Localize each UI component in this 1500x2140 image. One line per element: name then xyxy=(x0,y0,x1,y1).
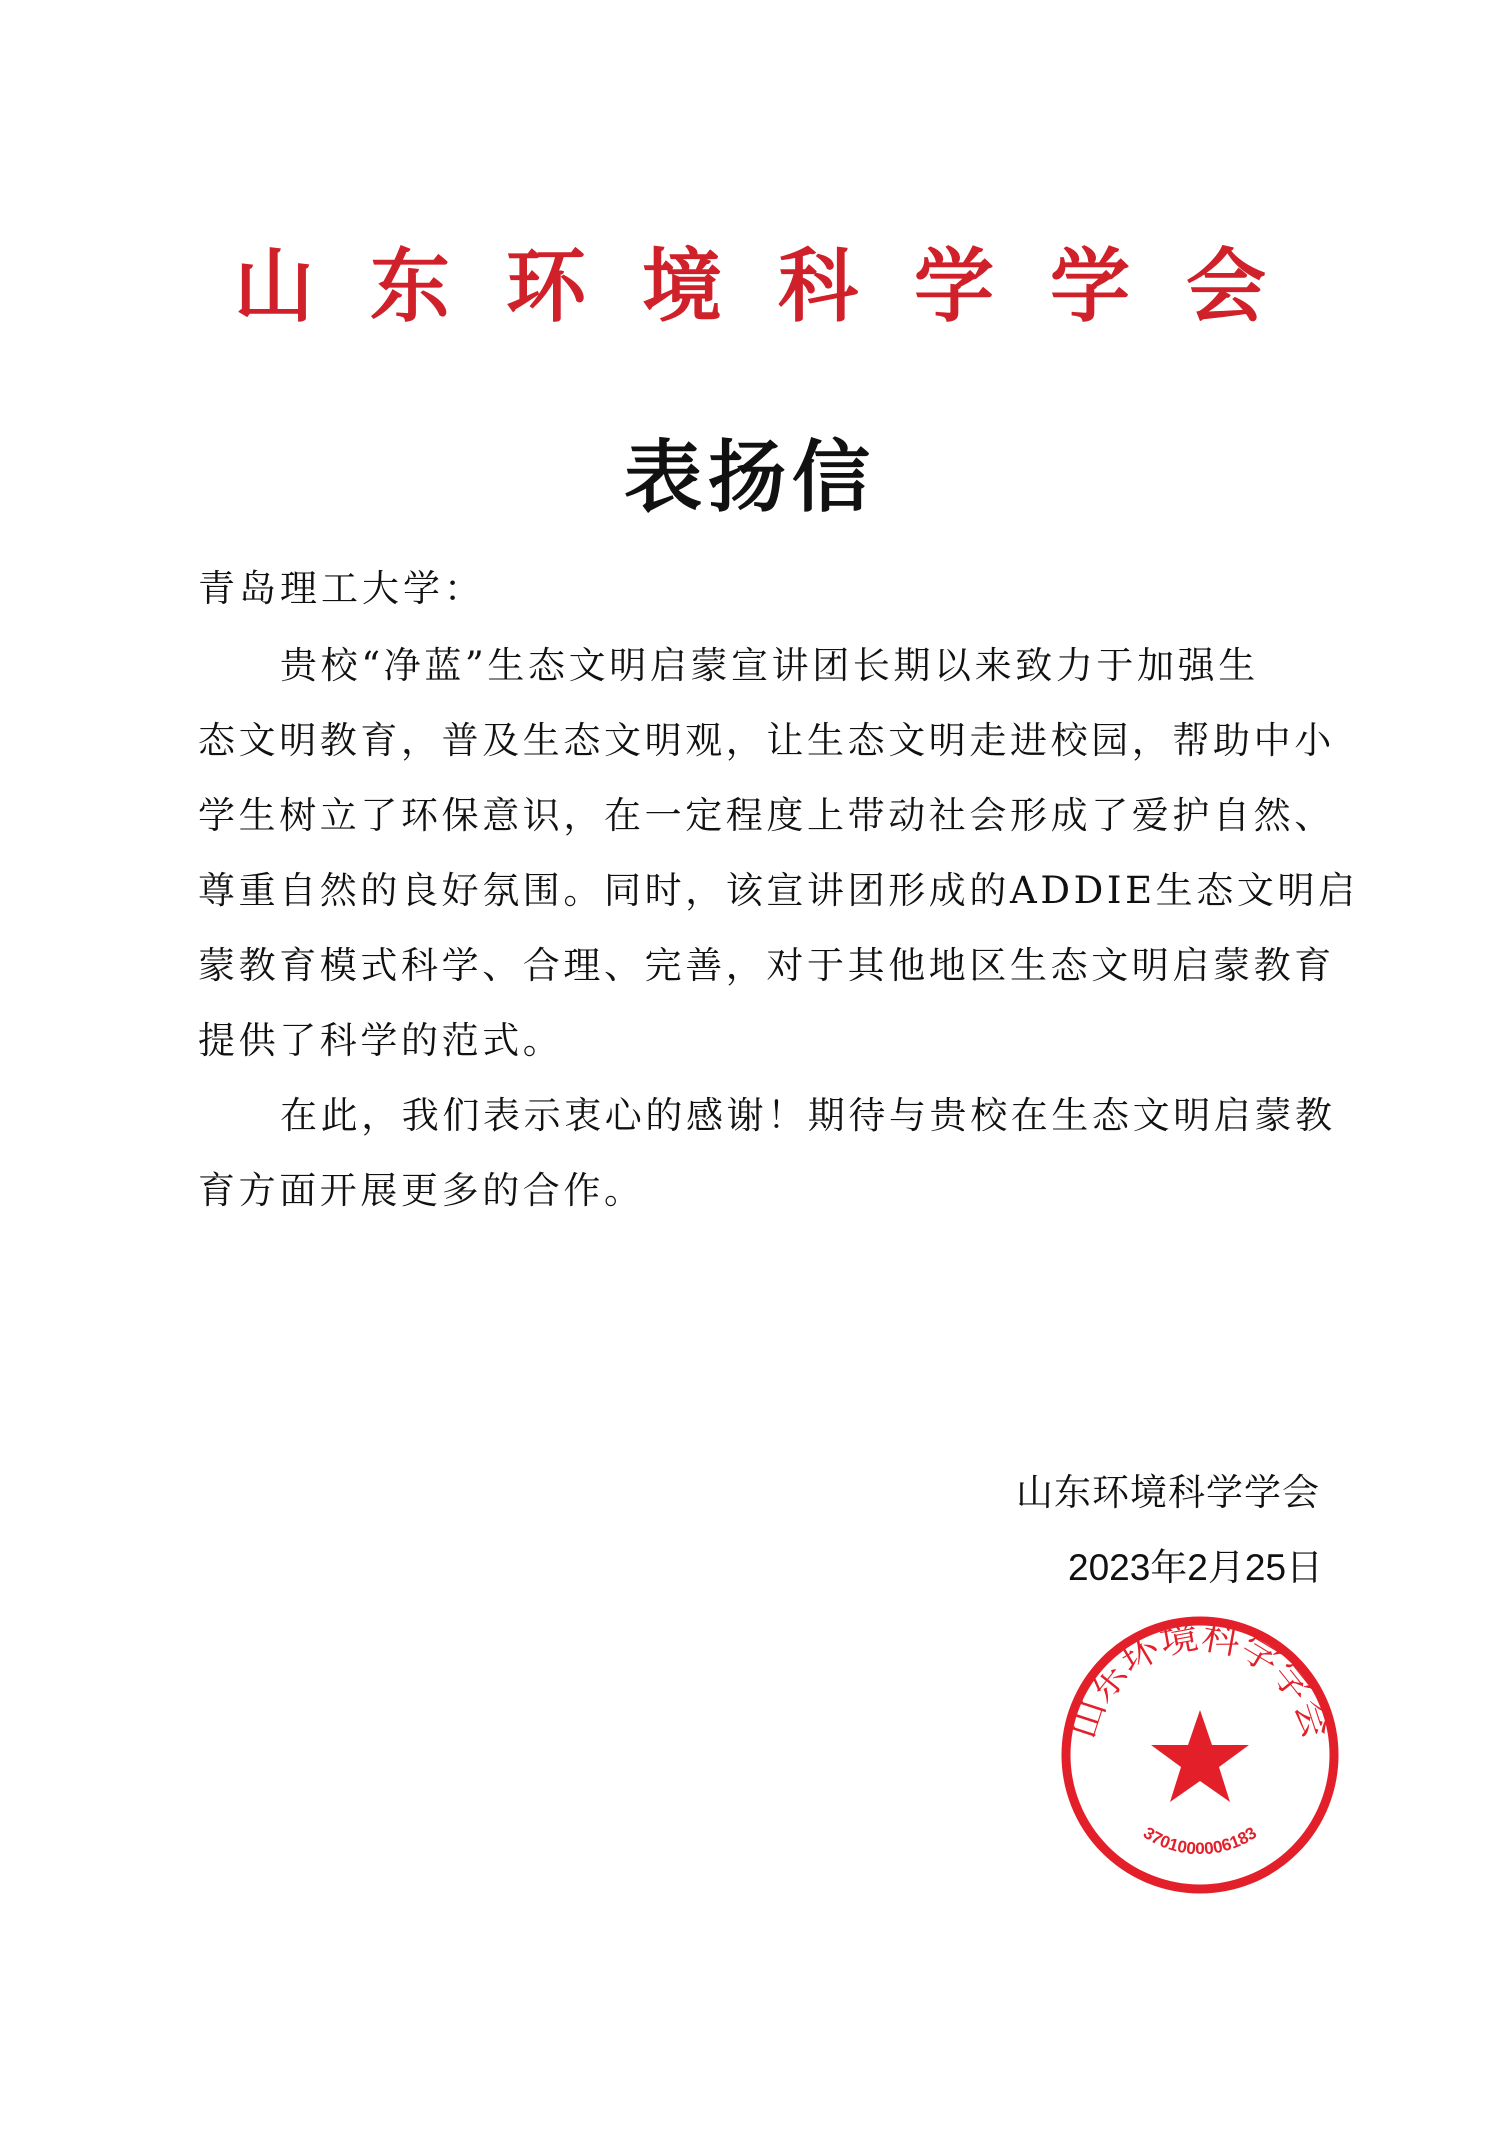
official-seal xyxy=(1055,1610,1345,1900)
text-line: 学生树立了环保意识，在一定程度上带动社会形成了爱护自然、 xyxy=(198,794,1335,837)
star-icon xyxy=(1151,1710,1249,1802)
text-line: 在此，我们表示衷心的感谢！期待与贵校在生态文明启蒙教 xyxy=(280,1094,1336,1137)
paragraph-2 xyxy=(198,1078,1338,1228)
paragraph-1 xyxy=(198,628,1359,1078)
text-line: 蒙教育模式科学、合理、完善，对于其他地区生态文明启蒙教育 xyxy=(198,944,1335,987)
signature-organization: 山东环境科学学会 xyxy=(1016,1472,1320,1513)
signature-date: 2023年2月25日 xyxy=(1068,1547,1324,1588)
seal-text: 山东环境科学学会 xyxy=(1060,1613,1340,1744)
document-title: 表扬信 xyxy=(623,432,876,523)
text-line: 贵校“净蓝”生态文明启蒙宣讲团长期以来致力于加强生 xyxy=(280,644,1259,687)
seal-code: 3701000006183 xyxy=(1139,1823,1261,1859)
text-line: 育方面开展更多的合作。 xyxy=(198,1169,645,1212)
text-line: 态文明教育，普及生态文明观，让生态文明走进校园，帮助中小 xyxy=(198,719,1335,762)
organization-header: 山东环境科学学会 xyxy=(234,239,1322,333)
text-line: 提供了科学的范式。 xyxy=(198,1019,564,1062)
text-line: 尊重自然的良好氛围。同时，该宣讲团形成的ADDIE生态文明启 xyxy=(198,869,1359,912)
salutation: 青岛理工大学： xyxy=(198,567,485,610)
letter-body xyxy=(198,628,1359,1228)
